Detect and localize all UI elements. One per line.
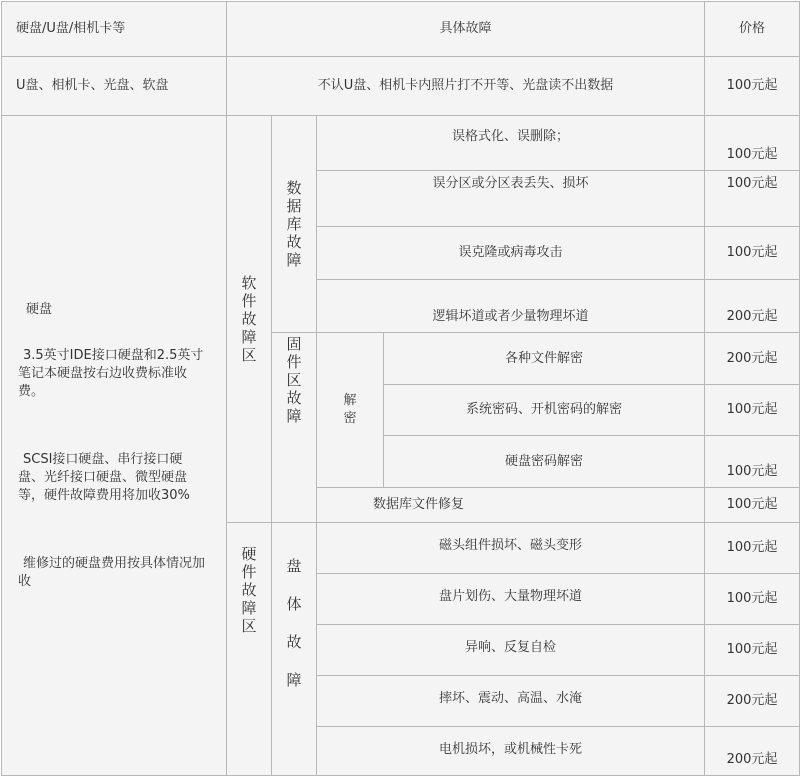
disk-body-char: 盘 [286, 557, 302, 575]
data-fault-char: 据 [286, 197, 302, 215]
software-zone-char: 区 [241, 346, 257, 364]
removable-price: 100元起 [705, 57, 800, 116]
price-cell: 100元起 [705, 488, 800, 523]
header-row [2, 2, 800, 57]
hardware-zone-char: 硬 [241, 545, 257, 563]
fault-cell: 系统密码、开机密码的解密 [384, 385, 705, 436]
software-zone-label [227, 116, 272, 523]
data-fault-char: 故 [286, 233, 302, 251]
disk-body-char: 障 [286, 671, 302, 689]
decrypt-label [317, 333, 384, 488]
fault-cell: 误克隆或病毒攻击 [317, 227, 705, 280]
fault-cell: 盘片划伤、大量物理坏道 [317, 574, 705, 625]
fault-cell: 数据库文件修复 [317, 488, 705, 523]
hard-disk-notes [2, 116, 227, 776]
price-cell: 100元起 [705, 523, 800, 574]
repair-price-table [1, 1, 800, 776]
software-zone-char: 故 [241, 310, 257, 328]
fault-cell: 逻辑坏道或者少量物理坏道 [317, 280, 705, 333]
price-cell: 100元起 [705, 116, 800, 171]
hard-disk-note-1: 3.5英寸IDE接口硬盘和2.5英寸笔记本硬盘按右边收费标准收费。 [18, 347, 204, 399]
software-zone-char: 件 [241, 292, 257, 310]
firmware-char: 固 [286, 335, 302, 353]
software-zone-char: 障 [241, 328, 257, 346]
removable-media-row [2, 57, 800, 116]
fault-cell: 各种文件解密 [384, 333, 705, 385]
fault-cell: 磁头组件损坏、磁头变形 [317, 523, 705, 574]
price-cell: 200元起 [705, 676, 800, 727]
fault-cell: 异响、反复自检 [317, 625, 705, 676]
hardware-zone-char: 障 [241, 599, 257, 617]
hardware-zone-char: 区 [241, 617, 257, 635]
software-zone-char: 软 [241, 274, 257, 292]
firmware-char: 障 [286, 407, 302, 425]
data-fault-char: 障 [286, 251, 302, 269]
disk-body-char: 体 [286, 595, 302, 613]
hardware-zone-char: 件 [241, 563, 257, 581]
firmware-zone-label [272, 333, 317, 523]
data-fault-label [272, 116, 317, 333]
data-fault-char: 库 [286, 215, 302, 233]
removable-device: U盘、相机卡、光盘、软盘 [2, 57, 227, 116]
fault-cell: 摔坏、震动、高温、水淹 [317, 676, 705, 727]
fault-cell: 电机损坏，或机械性卡死 [317, 727, 705, 776]
header-price: 价格 [705, 2, 800, 57]
header-fault: 具体故障 [227, 2, 705, 57]
fault-cell: 误格式化、误删除； [317, 116, 705, 171]
disk-body-char: 故 [286, 633, 302, 651]
fault-cell: 误分区或分区表丢失、损坏 [317, 171, 705, 227]
hardware-zone-char: 故 [241, 581, 257, 599]
price-table-page [0, 1, 800, 781]
hard-disk-title: 硬盘 [26, 301, 53, 317]
hard-disk-note-3: 维修过的硬盘费用按具体情况加收 [18, 555, 206, 589]
data-fault-char: 数 [286, 179, 302, 197]
table-row [2, 116, 800, 171]
firmware-char: 件 [286, 353, 302, 371]
price-cell: 100元起 [705, 171, 800, 227]
disk-body-fault-label [272, 523, 317, 776]
price-cell: 100元起 [705, 227, 800, 280]
price-cell: 100元起 [705, 574, 800, 625]
decrypt-char: 密 [343, 411, 357, 426]
price-cell: 200元起 [705, 727, 800, 776]
price-cell: 200元起 [705, 333, 800, 385]
fault-cell: 硬盘密码解密 [384, 436, 705, 488]
price-cell: 100元起 [705, 385, 800, 436]
header-device: 硬盘/U盘/相机卡等 [2, 2, 227, 57]
firmware-char: 区 [286, 371, 302, 389]
price-cell: 100元起 [705, 625, 800, 676]
price-cell: 200元起 [705, 280, 800, 333]
removable-fault: 不认U盘、相机卡内照片打不开等、光盘读不出数据 [227, 57, 705, 116]
hard-disk-note-2: SCSI接口硬盘、串行接口硬盘、光纤接口硬盘、微型硬盘等，硬件故障费用将加收30% [18, 451, 190, 503]
hardware-zone-label [227, 523, 272, 776]
firmware-char: 故 [286, 389, 302, 407]
price-cell: 100元起 [705, 436, 800, 488]
decrypt-char: 解 [343, 393, 357, 408]
